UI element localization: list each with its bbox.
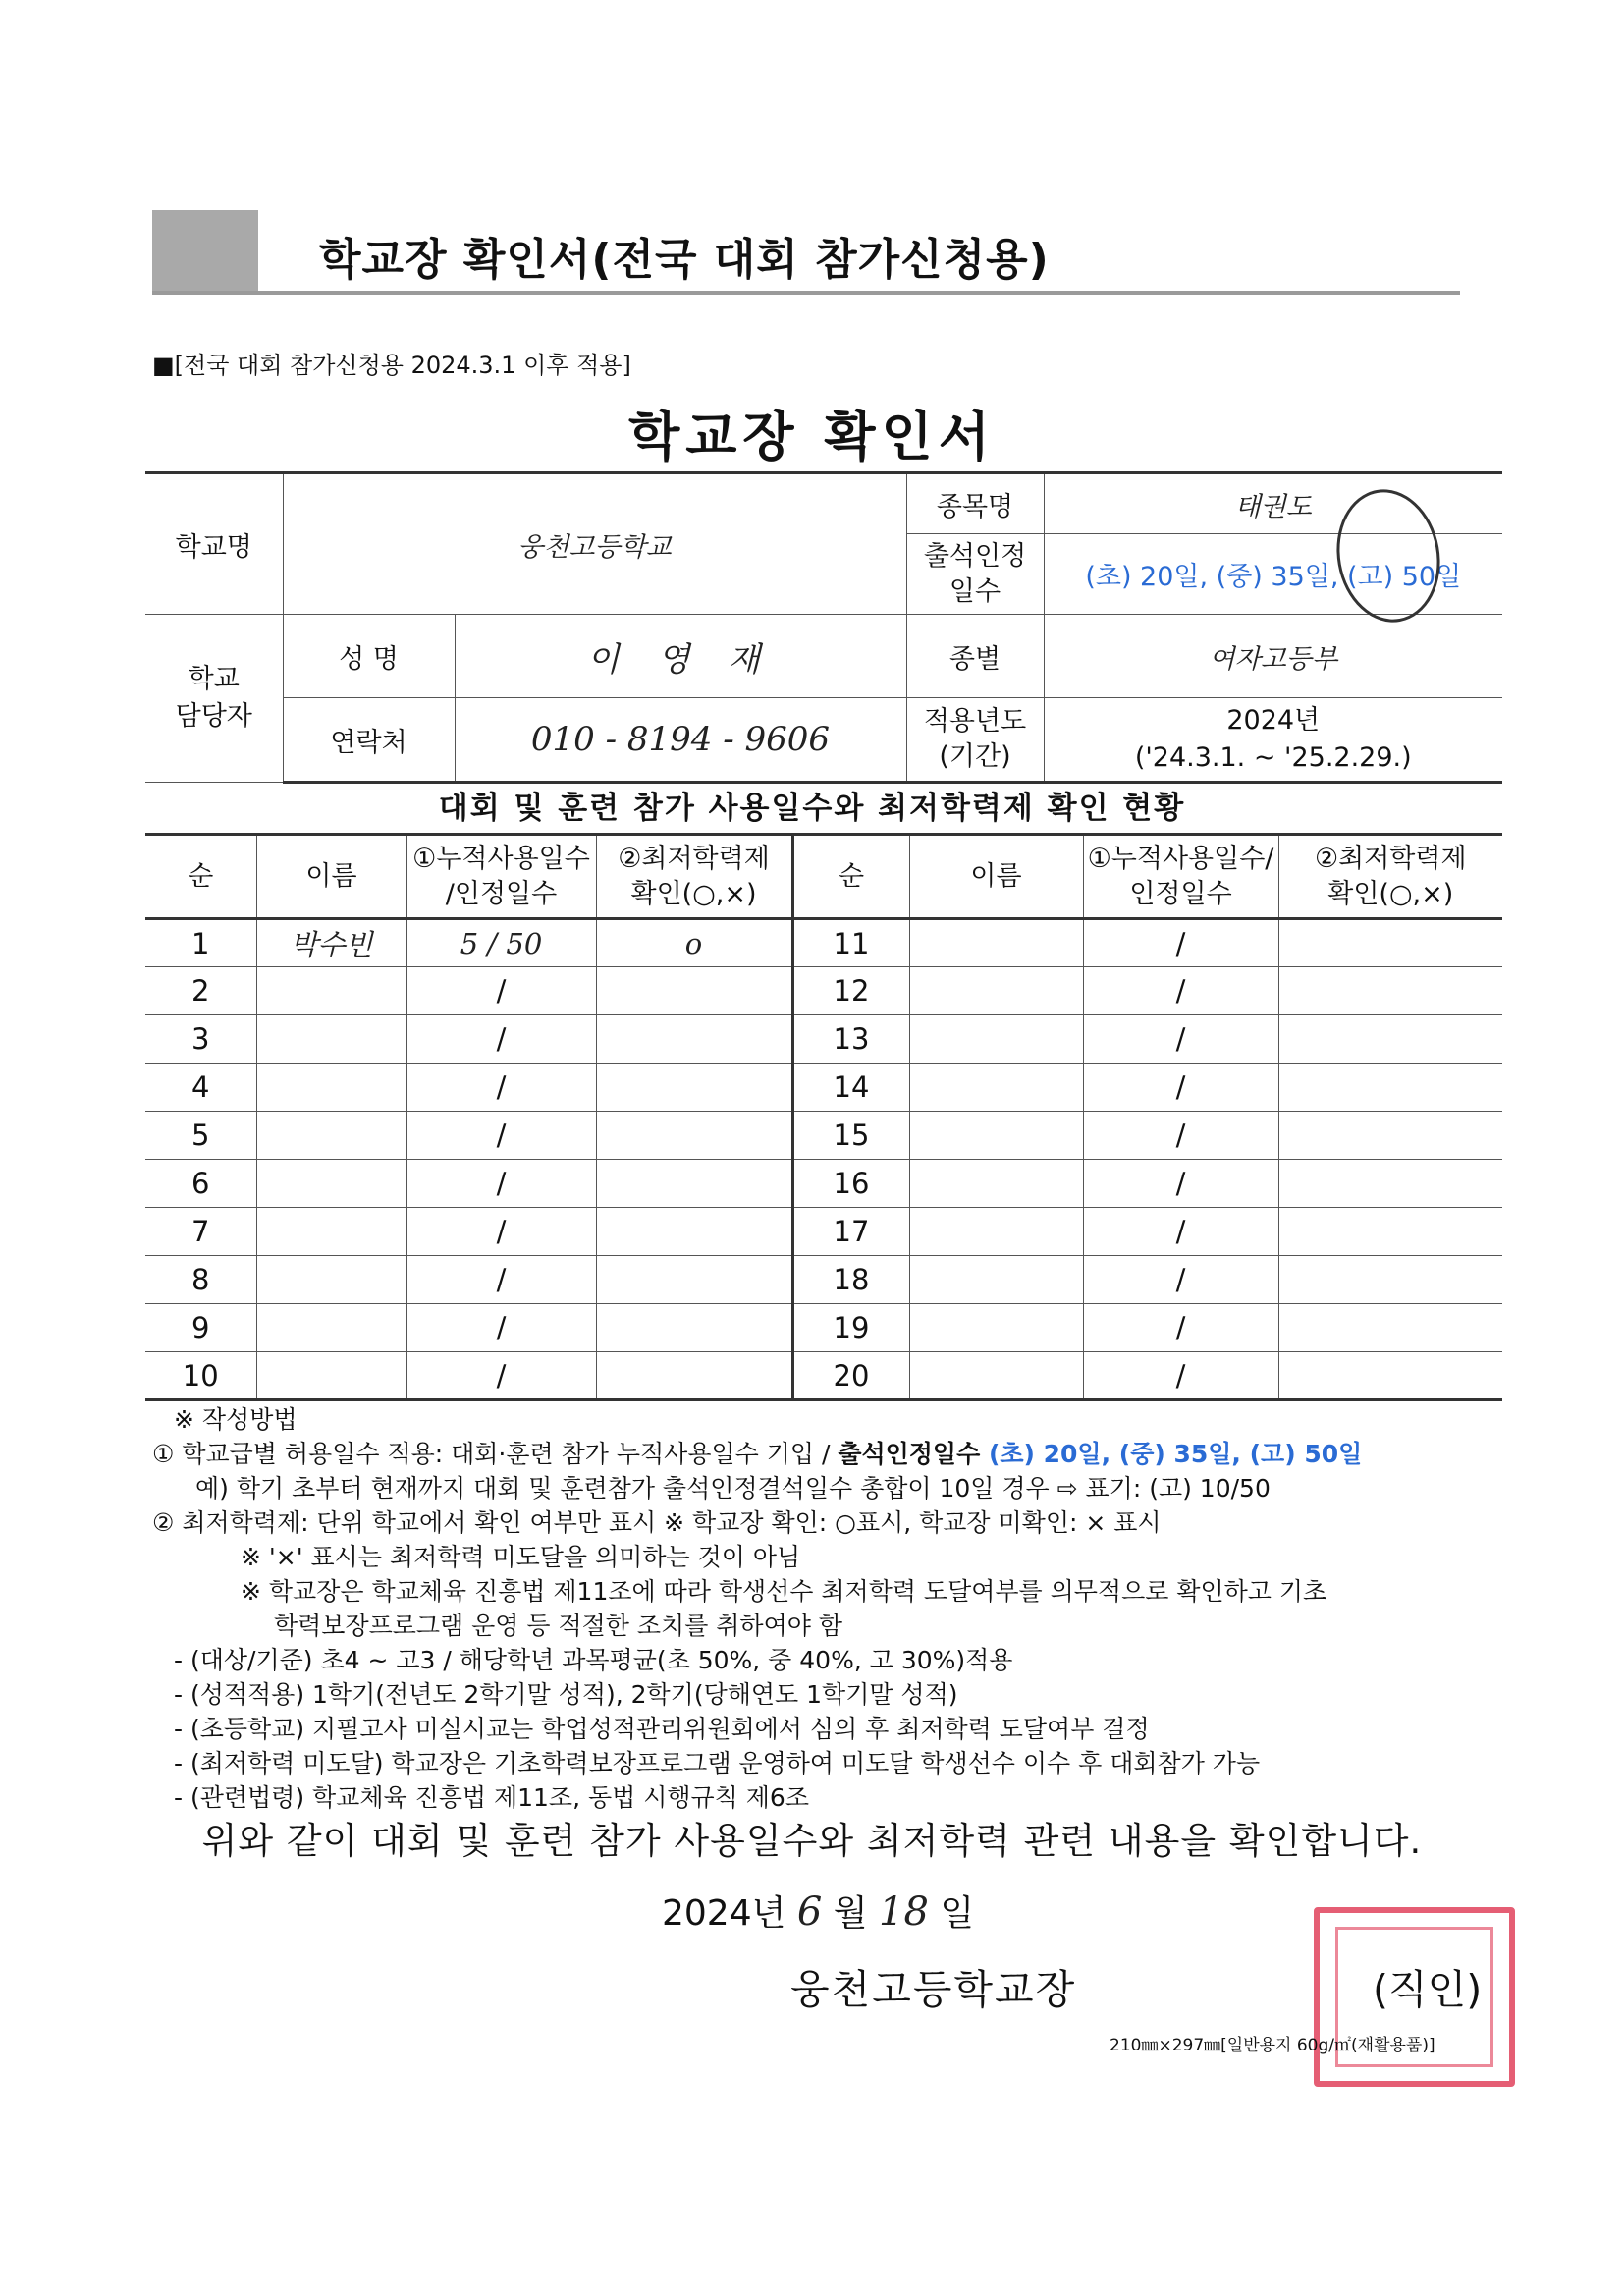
row-days-2: / bbox=[1083, 1112, 1278, 1160]
row-days: / bbox=[406, 1304, 596, 1352]
row-days-2: / bbox=[1083, 1352, 1278, 1400]
row-check bbox=[596, 1352, 792, 1400]
row-name bbox=[256, 1160, 406, 1208]
section-title: 대회 및 훈련 참가 사용일수와 최저학력제 확인 현황 bbox=[438, 791, 1186, 826]
table-row bbox=[145, 967, 1502, 1015]
row-check-2 bbox=[1278, 1352, 1502, 1400]
row-days: / bbox=[406, 1112, 596, 1160]
row-no-2: 14 bbox=[792, 1064, 909, 1112]
row-no: 8 bbox=[145, 1256, 256, 1304]
row-check: o bbox=[596, 919, 792, 967]
col-header-check-2: ②최저학력제 확인(○,×) bbox=[1278, 835, 1502, 919]
header-title: 학교장 확인서(전국 대회 참가신청용) bbox=[319, 235, 1050, 285]
table-row bbox=[145, 1160, 1502, 1208]
col-header-no: 순 bbox=[145, 835, 256, 919]
row-name bbox=[256, 1015, 406, 1064]
row-name bbox=[256, 1256, 406, 1304]
note-2-sub-2: ※ 학교장은 학교체육 진흥법 제11조에 따라 학생선수 최저학력 도달여부를 의무적으로 확인하고 기초 bbox=[241, 1577, 1327, 1606]
sport-value: 태권도 bbox=[1044, 473, 1502, 534]
row-no-2: 17 bbox=[792, 1208, 909, 1256]
note-1-days: (초) 20일, (중) 35일, (고) 50일 bbox=[988, 1440, 1363, 1468]
note-1-text: ① 학교급별 허용일수 적용: 대회·훈련 참가 누적사용일수 기입 / bbox=[152, 1440, 839, 1468]
row-days-2: / bbox=[1083, 1015, 1278, 1064]
row-days: / bbox=[406, 1256, 596, 1304]
year-cell bbox=[1044, 698, 1502, 783]
row-check-2 bbox=[1278, 1256, 1502, 1304]
table-row bbox=[145, 1015, 1502, 1064]
col-header-name-2: 이름 bbox=[909, 835, 1083, 919]
date-day: 18 bbox=[879, 1889, 929, 1935]
row-days-2: / bbox=[1083, 1160, 1278, 1208]
row-days-2: / bbox=[1083, 1064, 1278, 1112]
bullet-elementary: - (초등학교) 지필고사 미실시교는 학업성적관리위원회에서 심의 후 최저학력 도달여부 결정 bbox=[174, 1715, 1150, 1743]
participant-table bbox=[145, 833, 1502, 1401]
row-name-2 bbox=[909, 1064, 1083, 1112]
year-value: 2024년 bbox=[1226, 705, 1321, 736]
seal-label: (직인) bbox=[1373, 1966, 1483, 2013]
notes-heading: ※ 작성방법 bbox=[174, 1405, 298, 1434]
row-no-2: 15 bbox=[792, 1112, 909, 1160]
row-name-2 bbox=[909, 919, 1083, 967]
col-header-no-2: 순 bbox=[792, 835, 909, 919]
row-no: 10 bbox=[145, 1352, 256, 1400]
table-row bbox=[145, 919, 1502, 967]
row-days: / bbox=[406, 1015, 596, 1064]
row-no-2: 19 bbox=[792, 1304, 909, 1352]
row-no: 4 bbox=[145, 1064, 256, 1112]
row-days: / bbox=[406, 1352, 596, 1400]
row-no-2: 13 bbox=[792, 1015, 909, 1064]
table-header-row bbox=[145, 835, 1502, 919]
bullet-grades: - (성적적용) 1학기(전년도 2학기말 성적), 2학기(당해연도 1학기말 성적) bbox=[174, 1680, 958, 1709]
date-month-label: 월 bbox=[833, 1893, 868, 1934]
note-2-sub-1: ※ '×' 표시는 최저학력 미도달을 의미하는 것이 아님 bbox=[241, 1543, 801, 1571]
row-no-2: 11 bbox=[792, 919, 909, 967]
row-name-2 bbox=[909, 1160, 1083, 1208]
row-check bbox=[596, 1208, 792, 1256]
row-days: 5 / 50 bbox=[406, 919, 596, 967]
row-no-2: 20 bbox=[792, 1352, 909, 1400]
bullet-law: - (관련법령) 학교체육 진흥법 제11조, 동법 시행규칙 제6조 bbox=[174, 1783, 809, 1812]
date-day-label: 일 bbox=[940, 1893, 975, 1934]
row-name-2 bbox=[909, 1352, 1083, 1400]
division-value: 여자고등부 bbox=[1044, 615, 1502, 698]
row-name bbox=[256, 1112, 406, 1160]
year-label: 적용년도 (기간) bbox=[906, 698, 1044, 783]
col-header-days: ①누적사용일수 /인정일수 bbox=[406, 835, 596, 919]
row-days: / bbox=[406, 967, 596, 1015]
col-header-days-2: ①누적사용일수/ 인정일수 bbox=[1083, 835, 1278, 919]
year-period: ('24.3.1. ~ '25.2.29.) bbox=[1134, 742, 1412, 773]
row-name bbox=[256, 1208, 406, 1256]
row-name bbox=[256, 967, 406, 1015]
row-no: 3 bbox=[145, 1015, 256, 1064]
col-header-name: 이름 bbox=[256, 835, 406, 919]
row-check bbox=[596, 967, 792, 1015]
sport-label: 종목명 bbox=[906, 473, 1044, 534]
note-1-example: 예) 학기 초부터 현재까지 대회 및 훈련참가 출석인정결석일수 총합이 10일 경우 ⇨ 표기: (고) 10/50 bbox=[195, 1474, 1271, 1503]
row-no-2: 12 bbox=[792, 967, 909, 1015]
row-name-2 bbox=[909, 1208, 1083, 1256]
row-check bbox=[596, 1160, 792, 1208]
row-check-2 bbox=[1278, 967, 1502, 1015]
row-name-2 bbox=[909, 967, 1083, 1015]
header-underline bbox=[152, 291, 1460, 295]
name-label: 성 명 bbox=[283, 615, 455, 698]
row-check bbox=[596, 1256, 792, 1304]
division-label: 종별 bbox=[906, 615, 1044, 698]
table-row bbox=[145, 1304, 1502, 1352]
row-no: 2 bbox=[145, 967, 256, 1015]
table-row bbox=[145, 1064, 1502, 1112]
row-no: 5 bbox=[145, 1112, 256, 1160]
row-days-2: / bbox=[1083, 1304, 1278, 1352]
contact-value: 010 - 8194 - 9606 bbox=[455, 698, 906, 783]
date-year: 2024년 bbox=[662, 1893, 786, 1934]
school-label: 학교명 bbox=[145, 473, 283, 615]
col-header-check: ②최저학력제 확인(○,×) bbox=[596, 835, 792, 919]
note-1 bbox=[152, 1437, 1507, 1471]
bullet-underachieve: - (최저학력 미도달) 학교장은 기초학력보장프로그램 운영하여 미도달 학생선수 이수 후 대회참가 가능 bbox=[174, 1749, 1261, 1777]
row-name: 박수빈 bbox=[256, 919, 406, 967]
principal-name: 웅천고등학교장 bbox=[790, 1966, 1077, 2013]
row-name-2 bbox=[909, 1015, 1083, 1064]
confirmation-statement: 위와 같이 대회 및 훈련 참가 사용일수와 최저학력 관련 내용을 확인합니다. bbox=[201, 1820, 1423, 1862]
row-days-2: / bbox=[1083, 1208, 1278, 1256]
row-check-2 bbox=[1278, 1112, 1502, 1160]
table-row bbox=[145, 1112, 1502, 1160]
row-name-2 bbox=[909, 1112, 1083, 1160]
row-days: / bbox=[406, 1208, 596, 1256]
contact-label: 연락처 bbox=[283, 698, 455, 783]
row-no: 6 bbox=[145, 1160, 256, 1208]
attendance-label: 출석인정 일수 bbox=[906, 534, 1044, 615]
school-value: 웅천고등학교 bbox=[283, 473, 906, 615]
application-notice: ■[전국 대회 참가신청용 2024.3.1 이후 적용] bbox=[152, 352, 631, 379]
date-line bbox=[662, 1886, 974, 1936]
row-check-2 bbox=[1278, 1304, 1502, 1352]
row-days: / bbox=[406, 1064, 596, 1112]
note-1-bold: 출석인정일수 bbox=[838, 1440, 989, 1468]
row-name bbox=[256, 1064, 406, 1112]
name-value: 이 영 재 bbox=[455, 615, 906, 698]
manager-label: 학교 담당자 bbox=[145, 615, 283, 783]
header-gray-block bbox=[152, 210, 258, 294]
table-row bbox=[145, 1256, 1502, 1304]
info-table bbox=[145, 471, 1502, 784]
row-check-2 bbox=[1278, 1064, 1502, 1112]
row-check-2 bbox=[1278, 919, 1502, 967]
row-check-2 bbox=[1278, 1160, 1502, 1208]
row-no: 1 bbox=[145, 919, 256, 967]
row-name bbox=[256, 1352, 406, 1400]
paper-spec: 210㎜×297㎜[일반용지 60g/㎡(재활용품)] bbox=[1110, 2036, 1435, 2055]
row-check bbox=[596, 1304, 792, 1352]
row-check-2 bbox=[1278, 1015, 1502, 1064]
row-name-2 bbox=[909, 1256, 1083, 1304]
row-days: / bbox=[406, 1160, 596, 1208]
row-check-2 bbox=[1278, 1208, 1502, 1256]
row-no: 7 bbox=[145, 1208, 256, 1256]
note-2: ② 최저학력제: 단위 학교에서 확인 여부만 표시 ※ 학교장 확인: ○표시, 학교장 미확인: × 표시 bbox=[152, 1508, 1162, 1537]
row-check bbox=[596, 1064, 792, 1112]
table-row bbox=[145, 1208, 1502, 1256]
note-2-sub-3: 학력보장프로그램 운영 등 적절한 조치를 취하여야 함 bbox=[274, 1612, 842, 1640]
bullet-target: - (대상/기준) 초4 ~ 고3 / 해당학년 과목평균(초 50%, 중 40%, 고 30%)적용 bbox=[174, 1646, 1013, 1674]
row-days-2: / bbox=[1083, 1256, 1278, 1304]
row-no-2: 16 bbox=[792, 1160, 909, 1208]
row-check bbox=[596, 1015, 792, 1064]
row-days-2: / bbox=[1083, 967, 1278, 1015]
instructions bbox=[152, 1402, 1507, 1815]
table-row bbox=[145, 1352, 1502, 1400]
date-month: 6 bbox=[796, 1889, 823, 1935]
header-bar bbox=[152, 210, 1460, 294]
row-name bbox=[256, 1304, 406, 1352]
row-no: 9 bbox=[145, 1304, 256, 1352]
row-no-2: 18 bbox=[792, 1256, 909, 1304]
row-check bbox=[596, 1112, 792, 1160]
attendance-value: (초) 20일, (중) 35일, (고) 50일 bbox=[1044, 534, 1502, 615]
row-days-2: / bbox=[1083, 919, 1278, 967]
row-name-2 bbox=[909, 1304, 1083, 1352]
document-title: 학교장 확인서 bbox=[628, 406, 996, 467]
